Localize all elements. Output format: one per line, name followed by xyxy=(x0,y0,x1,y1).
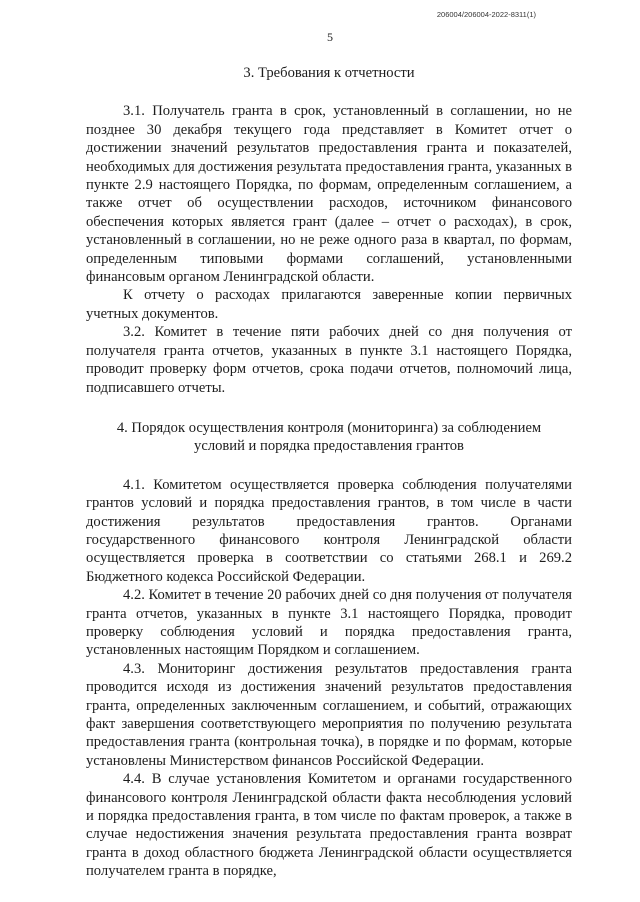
section-4-title-line-1: 4. Порядок осуществления контроля (мониторинга) за соблюдением xyxy=(116,419,542,436)
section-4-title xyxy=(86,419,572,456)
paragraph-4-1: 4.1. Комитетом осуществляется проверка соблюдения получателями грантов условий и порядка предоставления грантов, в том числе в части достижения результатов предоставления грантов. Органами государственного финансового контроля Ленинградской области осуществляется проверка в соответствии со статьями 268.1 и 269.2 Бюджетного кодекса Российской Федерации. xyxy=(86,476,572,585)
paragraph-4-4: 4.4. В случае установления Комитетом и органами государственного финансового контроля Ленинградской области факта несоблюдения условий и порядка предоставления гранта, в том числе по фактам проверок, а также в случае недостижения значения результата предоставления гранта возврат гранта в доход областного бюджета Ленинградской области осуществляется получателем гранта в порядке, xyxy=(86,771,572,880)
page-number: 5 xyxy=(327,30,333,44)
document-body xyxy=(86,64,572,881)
paragraph-3-1-attachments: К отчету о расходах прилагаются заверенные копии первичных учетных документов. xyxy=(86,287,572,322)
section-4-title-line-2: условий и порядка предоставления грантов xyxy=(194,438,464,455)
paragraph-3-1: 3.1. Получатель гранта в срок, установленный в соглашении, но не позднее 30 декабря текущего года представляет в Комитет отчет о достижении значений результатов предоставления гранта и показателей, необходимых для достижения результата предоставления гранта, указанных в пункте 2.9 настоящего Порядка, по формам, определенным соглашением, а также отчет об осуществлении расходов, источником финансового обеспечения которых является грант (далее – отчет о расходах), в срок, установленный в соглашении, но не реже одного раза в квартал, по формам, определенным типовыми формами соглашений, установленными финансовым органом Ленинградской области. xyxy=(86,103,572,286)
paragraph-4-2: 4.2. Комитет в течение 20 рабочих дней со дня получения от получателя гранта отчетов, указанных в пункте 3.1 настоящего Порядка, проводит проверку соблюдения условий и порядка предоставления гранта, установленных настоящим Порядком и соглашением. xyxy=(86,587,572,659)
paragraph-4-3: 4.3. Мониторинг достижения результатов предоставления гранта проводится исходя из достижения значений результатов предоставления гранта, определенных заключенным соглашением, и событий, отражающих факт завершения соответствующего мероприятия по получению результата предоставления гранта (контрольная точка), в порядке и по формам, которые установлены Министерством финансов Российской Федерации. xyxy=(86,660,572,769)
section-3-title: 3. Требования к отчетности xyxy=(243,65,415,81)
paragraph-3-2: 3.2. Комитет в течение пяти рабочих дней со дня получения от получателя гранта отчетов, указанных в пункте 3.1 настоящего Порядка, проводит проверку форм отчетов, срока подачи отчетов, полномочий лица, подписавшего отчеты. xyxy=(86,324,572,396)
document-id: 206004/206004-2022-8311(1) xyxy=(436,10,536,19)
